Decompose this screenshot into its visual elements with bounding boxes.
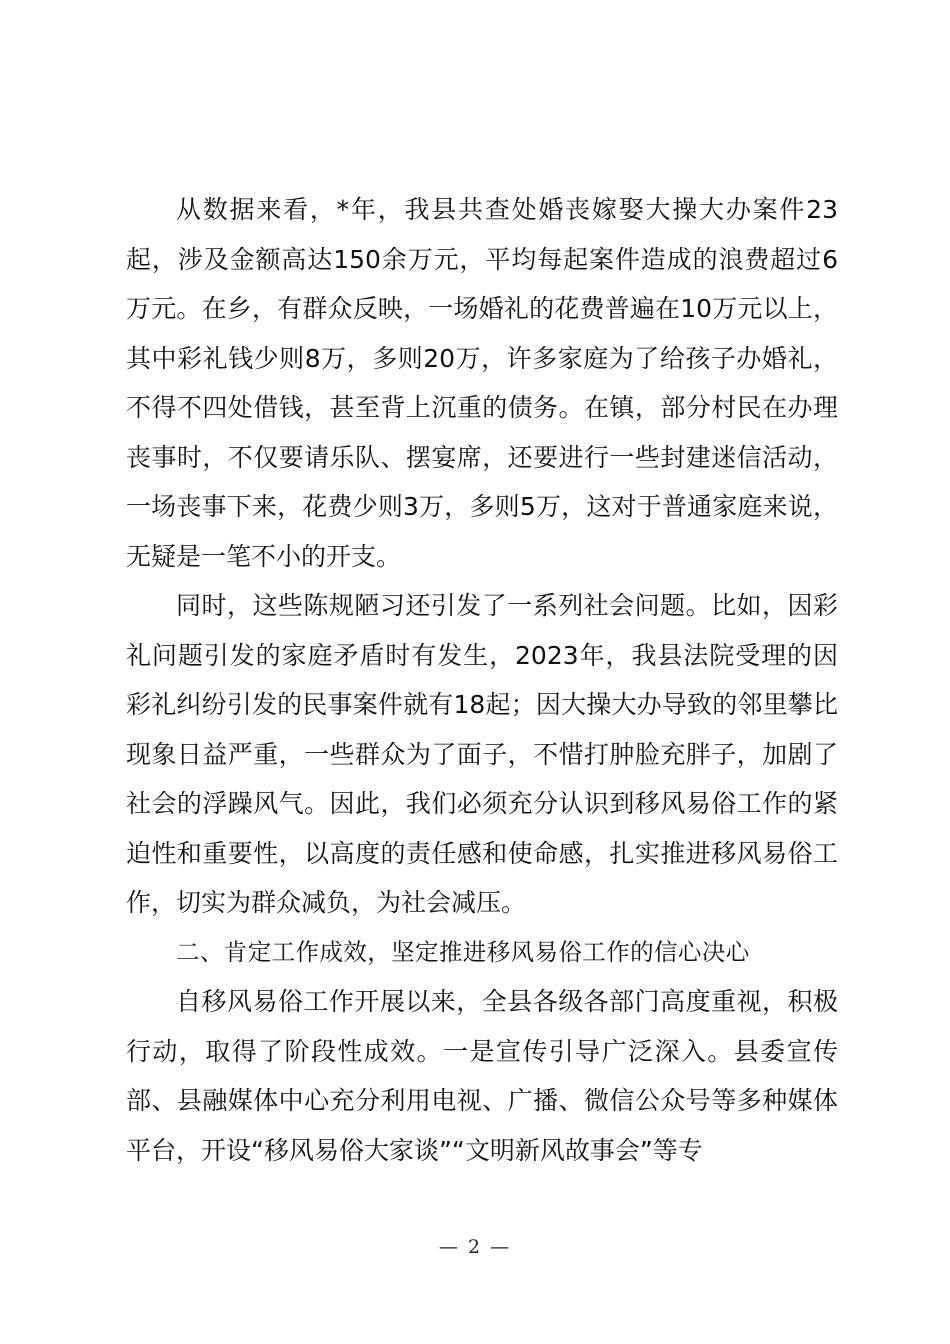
paragraph-data-overview: 从数据来看，*年，我县共查处婚丧嫁娶大操大办案件23起，涉及金额高达150余万元，平均每起案件造成的浪费超过6万元。在乡，有群众反映，一场婚礼的花费普遍在10万元以上，其中彩礼钱少则8万，多则20万，许多家庭为了给孩子办婚礼，不得不四处借钱，甚至背上沉重的债务。在镇，部分村民在办理丧事时，不仅要请乐队、摆宴席，还要进行一些封建迷信活动，一场丧事下来，花费少则3万，多则5万，这对于普通家庭来说，无疑是一笔不小的开支。 bbox=[126, 195, 838, 571]
paragraph-work-results: 自移风易俗工作开展以来，全县各级各部门高度重视，积极行动，取得了阶段性成效。一是宣传引导广泛深入。县委宣传部、县融媒体中心充分利用电视、广播、微信公众号等多种媒体平台，开设“移风易俗大家谈”“文明新风故事会”等专 bbox=[126, 987, 838, 1165]
document-body bbox=[126, 185, 838, 1175]
section-heading: 二、肯定工作成效，坚定推进移风易俗工作的信心决心 bbox=[176, 937, 750, 966]
paragraph-social-problems: 同时，这些陈规陋习还引发了一系列社会问题。比如，因彩礼问题引发的家庭矛盾时有发生，2023年，我县法院受理的因彩礼纠纷引发的民事案件就有18起；因大操大办导致的邻里攀比现象日益严重，一些群众为了面子，不惜打肿脸充胖子，加剧了社会的浮躁风气。因此，我们必须充分认识到移风易俗工作的紧迫性和重要性，以高度的责任感和使命感，扎实推进移风易俗工作，切实为群众减负，为社会减压。 bbox=[126, 591, 838, 917]
page-number: — 2 — bbox=[438, 1236, 512, 1258]
